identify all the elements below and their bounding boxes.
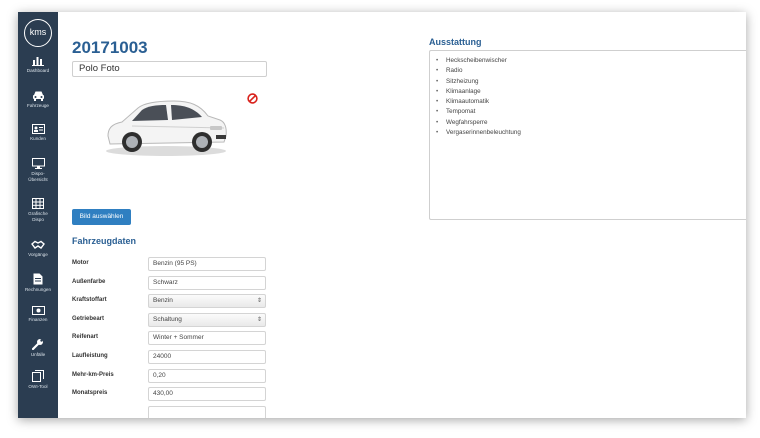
sidebar-item-label: Finanzen — [28, 317, 48, 322]
sidebar-item-owi-tool[interactable] — [18, 370, 58, 390]
tire-type-label: Reifenart — [72, 334, 99, 340]
fuel-type-label: Kraftstoffart — [72, 297, 107, 303]
select-arrows-icon: ⇕ — [256, 317, 262, 323]
sidebar-item-unfaelle[interactable] — [18, 338, 58, 358]
id-card-icon — [32, 124, 45, 134]
monthly-price-label: Monatspreis — [72, 390, 108, 396]
fuel-type-value: Benzin — [153, 297, 173, 304]
mileage-field[interactable]: 24000 — [148, 350, 266, 364]
vehicle-data-heading: Fahrzeugdaten — [72, 236, 137, 246]
sidebar-item-kunden[interactable] — [18, 124, 58, 142]
sidebar-item-finanzen[interactable] — [18, 306, 58, 323]
select-image-button[interactable]: Bild auswählen — [72, 209, 131, 225]
list-item: • Tempomat — [436, 108, 476, 116]
exterior-color-field[interactable]: Schwarz — [148, 276, 266, 290]
sidebar-item-label: Fahrzeuge — [27, 103, 49, 108]
next-field-partial[interactable] — [148, 406, 266, 418]
extra-km-price-field[interactable]: 0,20 — [148, 369, 266, 383]
transmission-value: Schaltung — [153, 316, 182, 323]
list-item: • Vergaserinnenbeleuchtung — [436, 129, 521, 137]
main-content — [58, 12, 746, 418]
transmission-select[interactable] — [148, 313, 266, 327]
extra-km-price-label: Mehr-km-Preis — [72, 372, 114, 378]
monthly-price-field[interactable]: 430,00 — [148, 387, 266, 401]
invoice-icon — [33, 273, 43, 285]
sidebar-item-label: OWI-Tool — [28, 384, 48, 389]
vehicle-name-input[interactable]: Polo Foto — [72, 61, 267, 77]
tire-type-field[interactable]: Winter + Sommer — [148, 331, 266, 345]
chart-icon — [32, 55, 44, 66]
sidebar-item-label: Unfälle — [30, 352, 46, 357]
money-icon — [32, 306, 45, 315]
list-item: • Wegfahrsperre — [436, 118, 488, 126]
car-icon — [32, 90, 45, 101]
sidebar-item-label: Grafische Dispo — [28, 211, 48, 222]
sidebar-item-rechnungen[interactable] — [18, 273, 58, 293]
sidebar-item-grafische-dispo[interactable] — [18, 198, 58, 222]
sidebar-item-label: Rechnungen — [24, 287, 52, 292]
list-item: • Klimaanlage — [436, 87, 481, 95]
list-item: • Radio — [436, 67, 463, 75]
sidebar-item-label: Dashboard — [26, 68, 50, 73]
monitor-icon — [32, 158, 45, 169]
list-item: • Heckscheibenwischer — [436, 57, 507, 64]
fuel-type-select[interactable] — [148, 294, 266, 308]
equipment-list-box[interactable] — [429, 50, 746, 220]
transmission-label: Getriebeart — [72, 316, 105, 322]
motor-label: Motor — [72, 260, 89, 266]
app-window — [18, 12, 746, 418]
vehicle-photo — [102, 88, 230, 158]
remove-image-icon[interactable] — [247, 93, 258, 104]
exterior-color-label: Außenfarbe — [72, 279, 106, 285]
sidebar — [18, 12, 58, 418]
calendar-icon — [32, 198, 44, 209]
sidebar-item-vorgaenge[interactable] — [18, 240, 58, 258]
mileage-label: Laufleistung — [72, 353, 108, 359]
sidebar-item-dispo-uebersicht[interactable] — [18, 158, 58, 182]
select-arrows-icon: ⇕ — [256, 298, 262, 304]
list-item: • Sitzheizung — [436, 77, 479, 85]
vehicle-id-title: 20171003 — [72, 38, 148, 57]
kms-logo[interactable]: kms — [24, 19, 52, 47]
sidebar-item-label: Vorgänge — [28, 252, 48, 257]
sidebar-item-fahrzeuge[interactable] — [18, 90, 58, 109]
list-item: • Klimaautomatik — [436, 98, 490, 106]
wrench-icon — [32, 338, 44, 350]
sidebar-item-label: Kunden — [30, 136, 46, 141]
motor-field[interactable]: Benzin (95 PS) — [148, 257, 266, 271]
handshake-icon — [31, 240, 45, 250]
sidebar-item-label: Dispo-Übersicht — [28, 171, 48, 182]
copy-icon — [32, 370, 44, 382]
sidebar-item-dashboard[interactable] — [18, 55, 58, 74]
equipment-heading: Ausstattung — [429, 37, 482, 47]
